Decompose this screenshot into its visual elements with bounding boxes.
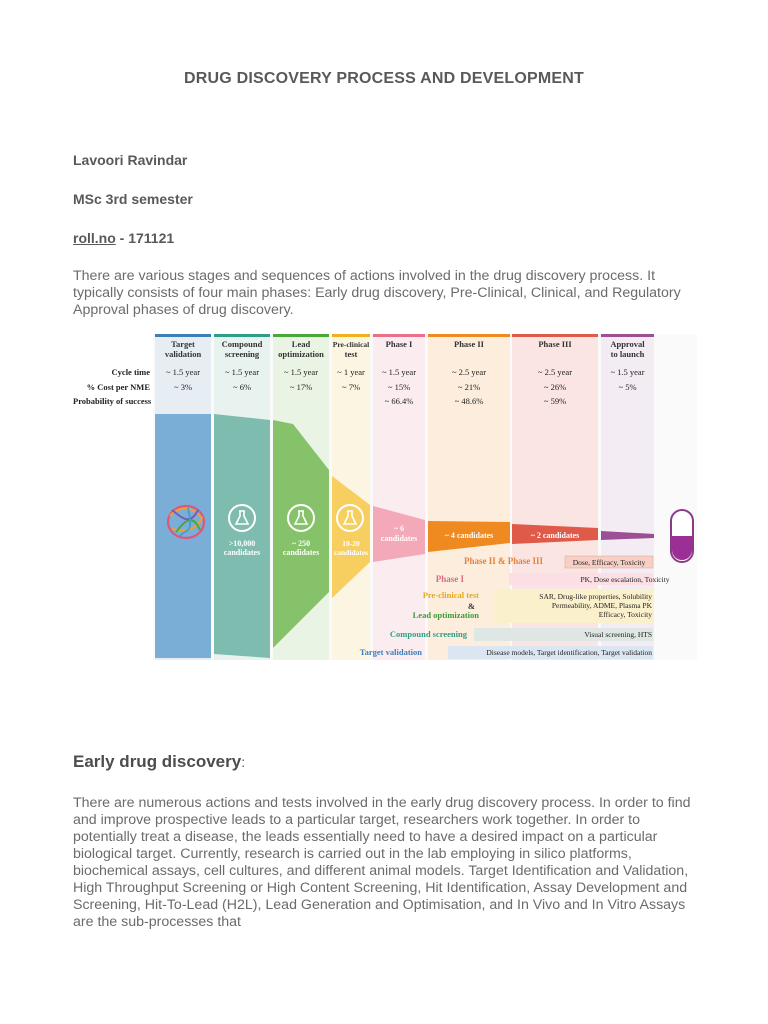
lead-candidates: ~ 250 bbox=[291, 539, 311, 548]
intro-paragraph: There are various stages and sequences of actions involved in the drug discovery process. It typically consists of four main phases: Early drug discovery, Pre-Clinical, Clinical, and Regulatory Approval phases of drug discovery. bbox=[73, 268, 681, 318]
stage-name: Phase II bbox=[454, 339, 484, 349]
stage-cost: ~ 6% bbox=[232, 382, 252, 392]
stage-cycle-time: ~ 2.5 year bbox=[537, 367, 573, 377]
legend-phase1-desc: PK, Dose escalation, Toxicity bbox=[580, 575, 670, 584]
legend-preclinical-desc: Efficacy, Toxicity bbox=[598, 610, 652, 619]
stage-top-bar bbox=[428, 334, 510, 337]
stage-name: Phase I bbox=[385, 339, 413, 349]
legend-compound-label: Compound screening bbox=[389, 629, 467, 639]
stage-probability: ~ 66.4% bbox=[384, 396, 414, 406]
legend-ampersand: & bbox=[467, 601, 475, 611]
section-body-paragraph: There are numerous actions and tests involved in the early drug discovery process. In order to find and improve prospective leads to a particular target, researchers work together. In order to potentially treat a disease, the leads essentially need to have a desired impact on a particular biological target. Currently, research is carried out in the lab employing in silico platforms, biochemical assays, cell cultures, and different animal models. Target Identification and Validation, High Throughput Screening or High Content Screening, Hit Identification, Assay Development and Screening, Hit-To-Lead (H2L), Lead Generation and Optimisation, and In Vivo and In Vitro Assays are the sub-processes that bbox=[73, 795, 691, 930]
stage-cycle-time: ~ 1 year bbox=[337, 367, 365, 377]
roll-number bbox=[73, 230, 174, 246]
legend-preclinical-desc: Permeability, ADME, Plasma PK bbox=[551, 601, 652, 610]
capsule-icon bbox=[671, 510, 693, 562]
section-heading: Early drug discovery: bbox=[73, 752, 246, 771]
drug-discovery-figure bbox=[68, 330, 698, 665]
stage-name: Phase III bbox=[538, 339, 572, 349]
legend-preclinical-label: Pre-clinical test bbox=[422, 590, 479, 600]
phase1-candidates-label: candidates bbox=[380, 534, 418, 543]
stage-probability: ~ 48.6% bbox=[454, 396, 484, 406]
row-label: Probability of success bbox=[73, 396, 152, 406]
legend-phase2-3-label: Phase II & Phase III bbox=[463, 556, 543, 566]
stage-probability: ~ 59% bbox=[543, 396, 567, 406]
compound-candidates: >10,000 bbox=[228, 539, 256, 548]
row-label: % Cost per NME bbox=[86, 382, 150, 392]
stage-top-bar bbox=[214, 334, 270, 337]
stage-cycle-time: ~ 1.5 year bbox=[381, 367, 417, 377]
stage-name: Pre-clinical bbox=[332, 340, 370, 349]
funnel-target-validation bbox=[155, 414, 211, 658]
stage-cycle-time: ~ 2.5 year bbox=[451, 367, 487, 377]
stage-cycle-time: ~ 1.5 year bbox=[165, 367, 201, 377]
stage-top-bar bbox=[273, 334, 329, 337]
legend-phase1-label: Phase I bbox=[435, 574, 464, 584]
semester-label: MSc 3rd semester bbox=[73, 191, 193, 207]
row-label: Cycle time bbox=[111, 367, 150, 377]
stage-cost: ~ 3% bbox=[173, 382, 193, 392]
stage-top-bar bbox=[155, 334, 211, 337]
preclinical-candidates: 10-20 bbox=[342, 539, 360, 548]
row-labels bbox=[73, 367, 152, 406]
stage-name: Target bbox=[171, 339, 195, 349]
stage-cycle-time: ~ 1.5 year bbox=[224, 367, 260, 377]
stage-name-line2: to launch bbox=[610, 349, 645, 359]
legend-compound-desc: Visual screening, HTS bbox=[584, 630, 652, 639]
legend-phase2-3-desc: Dose, Efficacy, Toxicity bbox=[572, 558, 646, 567]
stage-cost: ~ 7% bbox=[341, 382, 361, 392]
document-title: DRUG DISCOVERY PROCESS AND DEVELOPMENT bbox=[184, 70, 584, 87]
stage-cost: ~ 26% bbox=[543, 382, 567, 392]
roll-value: - 171121 bbox=[115, 230, 175, 246]
stage-top-bar bbox=[601, 334, 654, 337]
stage-name: Compound bbox=[221, 339, 263, 349]
legend-lead-label: Lead optimization bbox=[412, 610, 479, 620]
stage-top-bar bbox=[332, 334, 370, 337]
author-name: Lavoori Ravindar bbox=[73, 152, 188, 168]
stage-cycle-time: ~ 1.5 year bbox=[283, 367, 319, 377]
stage-cycle-time: ~ 1.5 year bbox=[610, 367, 645, 377]
legend-target-desc: Disease models, Target identification, Target validation bbox=[486, 648, 652, 657]
stage-name-line2: screening bbox=[224, 349, 260, 359]
stage-cost: ~ 15% bbox=[387, 382, 411, 392]
preclinical-candidates-label: candidates bbox=[333, 548, 369, 557]
roll-link[interactable]: roll.no bbox=[73, 230, 116, 246]
phase2-candidates: ~ 4 candidates bbox=[444, 531, 494, 540]
stage-top-bar bbox=[373, 334, 425, 337]
lead-candidates-label: candidates bbox=[282, 548, 320, 557]
phase1-candidates: ~ 6 bbox=[393, 524, 405, 533]
legend-preclinical-desc: SAR, Drug-like properties, Solubility bbox=[539, 592, 652, 601]
stage-cost: ~ 5% bbox=[618, 382, 637, 392]
legend-target-label: Target validation bbox=[359, 647, 422, 657]
stage-name-line2: validation bbox=[164, 349, 202, 359]
compound-candidates-label: candidates bbox=[223, 548, 261, 557]
stage-name: Lead bbox=[291, 339, 311, 349]
stage-name-line2: optimization bbox=[278, 349, 324, 359]
stage-name: Approval bbox=[610, 339, 645, 349]
stage-top-bar bbox=[512, 334, 598, 337]
stage-name-line2: test bbox=[344, 349, 358, 359]
phase3-candidates: ~ 2 candidates bbox=[530, 531, 580, 540]
stage-cost: ~ 17% bbox=[289, 382, 313, 392]
stage-cost: ~ 21% bbox=[457, 382, 481, 392]
funnel-compound-screening bbox=[214, 414, 270, 658]
